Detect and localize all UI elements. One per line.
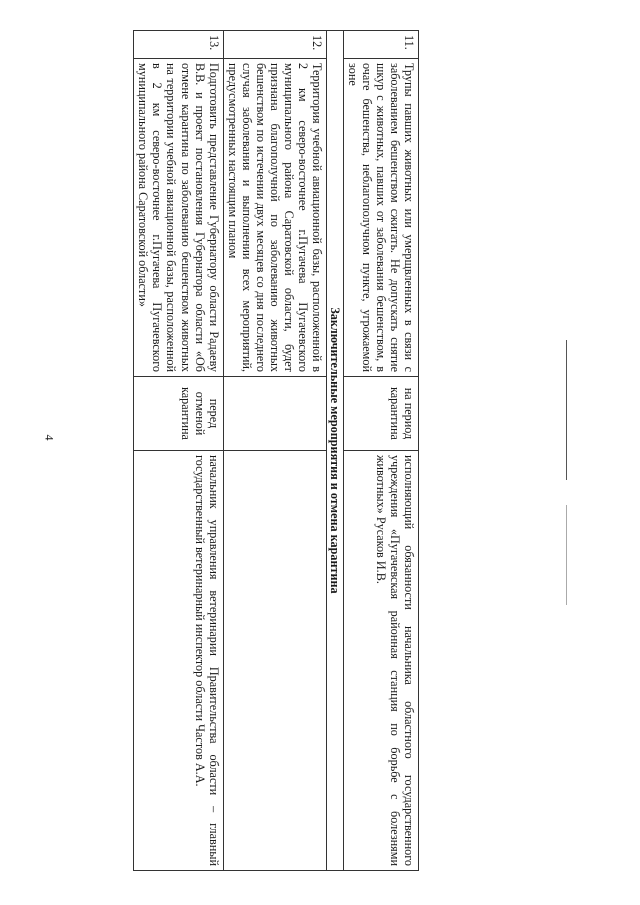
term-cell: перед отменой карантина (134, 377, 223, 451)
scan-line (566, 340, 567, 480)
measure-cell: Подготовить представление Губернатору области Радаеву В.В. и проект постановления Губернатора области «Об отмене карантина по заболеванию бешенством животных на территории учебной авиационной базы, расположенной в 2 км северо-восточнее г.Пугачева Пугачевского муниципального района Саратовской области» (134, 59, 223, 377)
row-number: 11. (343, 31, 418, 59)
responsible-cell (223, 451, 326, 871)
responsible-cell: исполняющий обязанности начальника областного государственного учреждения «Пугачевская районная станция по борьбе с болезнями животных» Русаков И.В. (343, 451, 418, 871)
term-cell: на период карантина (343, 377, 418, 451)
measure-cell: Трупы павших животных или умерщвленных в связи с заболеванием бешенством сжигать. Не допускать снятие шкур с животных, павших от заболевания бешенством, в очаге бешенства, неблагополучном пункте, угрожаемой зоне (343, 59, 418, 377)
measure-cell: Территория учебной авиационной базы, расположенной в 2 км северо-восточнее г.Пугачева Пугачевского муниципального района Саратовской области, будет признана благополучной по заболеванию животных бешенством по истечении двух месяцев со дня последнего случая заболевания и выполнении всех мероприятий, предусмотренных настоящим планом (223, 59, 326, 377)
table-row (223, 31, 326, 871)
term-cell (223, 377, 326, 451)
row-number: 13. (134, 31, 223, 59)
section-title: Заключительные мероприятия и отмена карантина (326, 31, 343, 871)
responsible-cell: начальник управления ветеринарии Правительства области – главный государственный ветеринарный инспектор области Частов А.А. (134, 451, 223, 871)
table-row (343, 31, 418, 871)
section-row (326, 31, 343, 871)
row-number: 12. (223, 31, 326, 59)
page-number: 4 (42, 434, 57, 441)
table-row (134, 31, 223, 871)
plan-table-container (79, 30, 419, 870)
plan-table (133, 30, 419, 871)
scan-line (566, 505, 567, 605)
